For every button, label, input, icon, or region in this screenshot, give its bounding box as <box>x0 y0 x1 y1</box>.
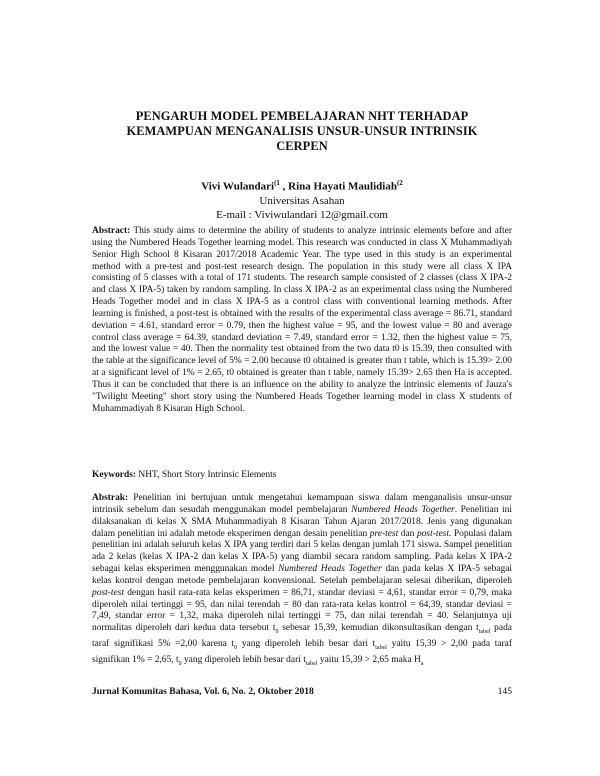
abstrak-text: . Penelitian ini dilaksanakan di kelas X SMA Muhammadiyah 8 Kisaran Tahun Ajaran 2017/2018. Jenis yang digunakan dalam penelitian ini adalah metode eksperimen dengan desain penelitian <box>92 504 512 539</box>
keywords <box>92 469 512 481</box>
author-email: E-mail : Viviwulandari 12@gmail.com <box>216 208 388 221</box>
abstrak-text: yang diperoleh lebih besar dari t <box>237 639 376 650</box>
subscript: tabel <box>305 660 318 667</box>
abstract-text: This study aims to determine the ability of students to analyze intrinsic elements before and after using the Numbered Heads Together learning model. This research was conducted in class X Muhammadiyah Senior High School 8 Kisaran 2017/2018 Academic Year. The type used in this study is an experimental method with a pre-test and post-test research design. The population in this study were all class X IPA consisting of 5 classes with a total of 171 students. The research sample consisted of 2 classes (class X IPA-2 and class X IPA-5) taken by random sampling. In class X IPA-2 as an experimental class using the Numbered Heads Together model and in class X IPA-5 as a control class with conventional learning methods. After learning is finished, a post-test is obtained with the results of the experimental class average = 86.71, standard deviation = 4.61, standard error = 0.79, then the highest value = 95, and the lowest value = 80 and average control class average = 64.39, standard deviation = 7.49, standard error = 1.32, then the highest value = 75, and the lowest value = 40. Then the normality test obtained from the two data t0 is 15.39, then consulted with the table at the significance level of 5% = 2.00 because t0 obtained is greater than t table, which is 15.39> 2.00 at a significant level of 1% = 2.65, t0 obtained is greater than t table, namely 15.39> 2.65 then Ha is accepted. Thus it can be concluded that there is an influence on the ability to analyze the intrinsic elements of Jauza's "Twilight Meeting" short story using the Numbered Heads Together learning model in class X students of Muhammadiyah 8 Kisaran High School. <box>92 226 512 414</box>
subscript: a <box>420 660 424 667</box>
abstract-english <box>92 226 512 416</box>
page-number: 145 <box>497 686 512 697</box>
author-2: Rina Hayati Maulidiah <box>288 180 397 193</box>
title-line-2: KEMAMPUAN MENGANALISIS UNSUR-UNSUR INTRINSIK <box>126 123 478 138</box>
keywords-label: Keywords: <box>92 470 137 480</box>
abstrak-label: Abstrak: <box>92 493 129 503</box>
subscript: tabel <box>375 644 387 651</box>
abstrak-italic: Numbered Heads Together <box>278 564 382 575</box>
abstrak-indonesian <box>92 493 512 670</box>
abstrak-text: yaitu 15,39 > 2,65 maka H <box>317 654 421 665</box>
subscript: 0 <box>178 660 182 667</box>
title-line-3: CERPEN <box>276 138 328 153</box>
abstrak-text: sebesar 15,39, kemudian dikonsultasikan dengan t <box>278 623 479 634</box>
abstrak-text: yang diperoleh lebih besar dari t <box>181 654 306 665</box>
subscript: tabel <box>478 629 491 636</box>
abstrak-text: dengan hasil rata-rata kelas eksperimen = 86,71, standar deviasi = 4,61, standar error = 0,79, maka diperoleh nilai tertinggi = 95, dan nilai terendah = 80 dan rata-rata kelas kontrol = 64,39, standar deviasi = 7,49, standar error = 1,32, maka diperoleh nilai tertinggi = 75, dan nilai terendah = 40. Selanjutnya uji normalitas diperoleh dari kedua data tersebut t <box>92 587 512 634</box>
abstrak-text: Penelitian ini bertujuan untuk mengetahui kemampuan siswa dalam menganalisis unsur-unsur intrinsik sebelum dan sesudah menggunakan model pembelajaran <box>92 493 512 515</box>
author-2-mark: (2 <box>396 179 403 187</box>
abstrak-italic: pre-test <box>369 528 399 539</box>
abstrak-text: dan pada kelas X IPA-5 sebagai kelas kontrol dengan metode pembelajaran konvensional. Setelah pembelajaran selesai diberikan, diperoleh <box>92 564 513 586</box>
title-line-1: PENGARUH MODEL PEMBELAJARAN NHT TERHADAP <box>135 109 469 123</box>
keywords-text: NHT, Short Story Intrinsic Elements <box>136 470 277 480</box>
subscript: 0 <box>234 644 238 651</box>
abstrak-italic: post-test. <box>416 528 452 539</box>
subscript: 0 <box>275 629 279 636</box>
author-block <box>92 176 512 222</box>
abstrak-text: yaitu 15,39 > 2,00 pada taraf signifikan 1% = 2,65, t <box>92 639 512 665</box>
affiliation: Universitas Asahan <box>259 194 345 207</box>
page-footer <box>92 686 512 697</box>
author-1: Vivi Wulandari <box>201 180 275 193</box>
author-separator: , <box>279 180 289 193</box>
journal-citation: Jurnal Komunitas Bahasa, Vol. 6, No. 2, Oktober 2018 <box>92 686 314 697</box>
paper-title <box>92 109 512 153</box>
abstract-label: Abstract: <box>92 226 131 236</box>
abstrak-text: dan <box>398 528 417 539</box>
abstrak-text: pada taraf signifikasi 5% =2,00 karena t <box>92 623 512 650</box>
abstrak-italic: Numbered Heads Together <box>351 504 455 515</box>
author-1-mark: (1 <box>274 179 280 187</box>
abstrak-text: Populasi dalam penelitian ini adalah seluruh kelas X IPA yang terdiri dari 5 kelas dengan jumlah 171 siswa. Sampel penelitian ada 2 kelas (kelas X IPA-2 dan kelas X IPA-5) yang diambil secara random sampling. Pada kelas X IPA-2 sebagai kelas eksperimen menggunakan model <box>92 528 512 575</box>
abstrak-italic: post-test <box>92 587 124 598</box>
author-names <box>92 176 512 194</box>
